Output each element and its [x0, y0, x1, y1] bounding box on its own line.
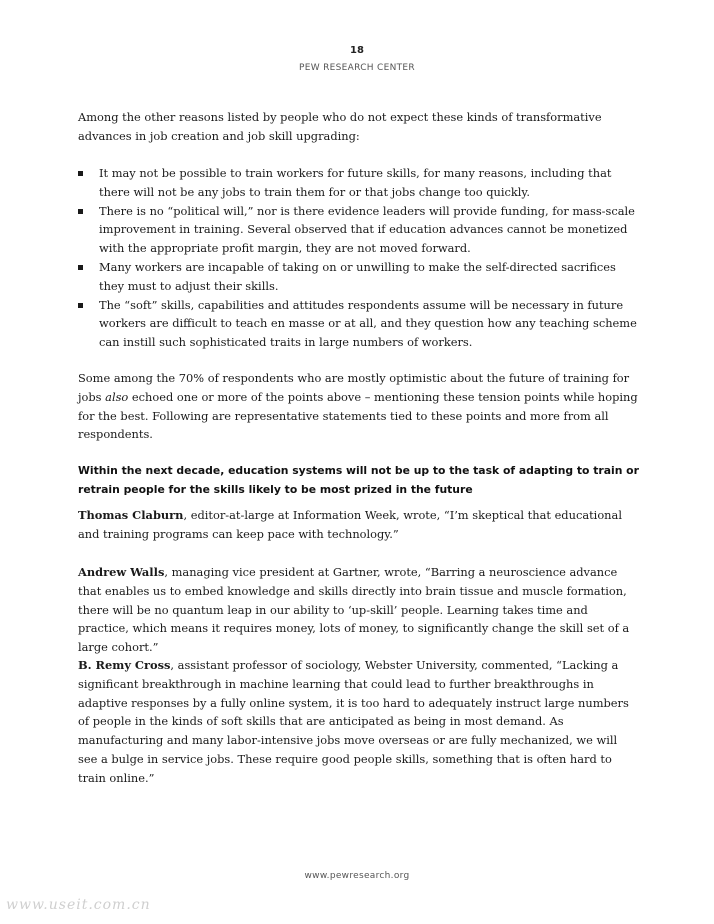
quote-speaker: Thomas Claburn: [78, 508, 184, 522]
running-head: PEW RESEARCH CENTER: [299, 63, 415, 73]
footer-url: www.pewresearch.org: [304, 871, 410, 881]
summary-paragraph: [78, 369, 638, 444]
bullet-square-icon: [78, 209, 83, 214]
quote-paragraph: [78, 506, 638, 544]
summary-text: Some among the 70% of respondents who are mostly optimistic about the future of training for jobs: [78, 371, 630, 404]
list-item: [78, 202, 638, 258]
section-heading: Within the next decade, education systems will not be up to the task of adapting to train or retrain people for the skills likely to be most prized in the future: [78, 464, 639, 496]
watermark: www.useit.com.cn: [6, 897, 151, 913]
list-item: [78, 258, 638, 296]
page-number: 18: [350, 45, 364, 56]
quote-speaker: Andrew Walls: [78, 565, 165, 579]
quote-text: , managing vice president at Gartner, wrote, “Barring a neuroscience advance that enables us to embed knowledge and skills directly into brain tissue and muscle formation, there will be no quantum leap in our ability to ‘up-skill’ people. Learning takes time and practice, which means it requires money, lots of money, to significantly change the skill set of a large cohort.”: [78, 565, 630, 655]
bullet-square-icon: [78, 171, 83, 176]
quote-paragraph: [78, 656, 638, 788]
list-item-text: It may not be possible to train workers for future skills, for many reasons, including that there will not be any jobs to train them for or that jobs change too quickly.: [99, 166, 612, 199]
reasons-list: [78, 164, 638, 352]
list-item-text: Many workers are incapable of taking on or unwilling to make the self-directed sacrifices they must to adjust their skills.: [99, 259, 616, 293]
summary-text-continued: echoed one or more of the points above – mentioning these tension points while hoping for the best. Following are representative statements tied to these points and more from all respondents.: [78, 389, 638, 442]
list-item-text: There is no “political will,” nor is there evidence leaders will provide funding, for mass-scale improvement in training. Several observed that if education advances cannot be monetized with the appropriate profit margin, they are not moved forward.: [99, 203, 635, 256]
quote-text: , assistant professor of sociology, Webster University, commented, “Lacking a significant breakthrough in machine learning that could lead to further breakthroughs in adaptive responses by a fully online system, it is too hard to adequately instruct large numbers of people in the kinds of soft skills that are anticipated as being in most demand. As manufacturing and many labor-intensive jobs move overseas or are fully mechanized, we will see a bulge in service jobs. These require good people skills, something that is often hard to train online.”: [78, 658, 629, 785]
list-item-text: The “soft” skills, capabilities and attitudes respondents assume will be necessary in future workers are difficult to teach en masse or at all, and they question how any teaching scheme can instill such sophisticated traits in large numbers of workers.: [99, 297, 637, 350]
bullet-square-icon: [78, 265, 83, 270]
intro-paragraph: Among the other reasons listed by people who do not expect these kinds of transformative advances in job creation and job skill upgrading:: [78, 110, 602, 143]
list-item: [78, 296, 638, 352]
quote-speaker: B. Remy Cross: [78, 658, 171, 672]
summary-emphasis: also: [105, 389, 129, 404]
quote-paragraph: [78, 563, 638, 657]
list-item: [78, 164, 638, 202]
bullet-square-icon: [78, 303, 83, 308]
quote-text: , editor-at-large at Information Week, wrote, “I’m skeptical that educational and training programs can keep pace with technology.”: [78, 508, 622, 541]
